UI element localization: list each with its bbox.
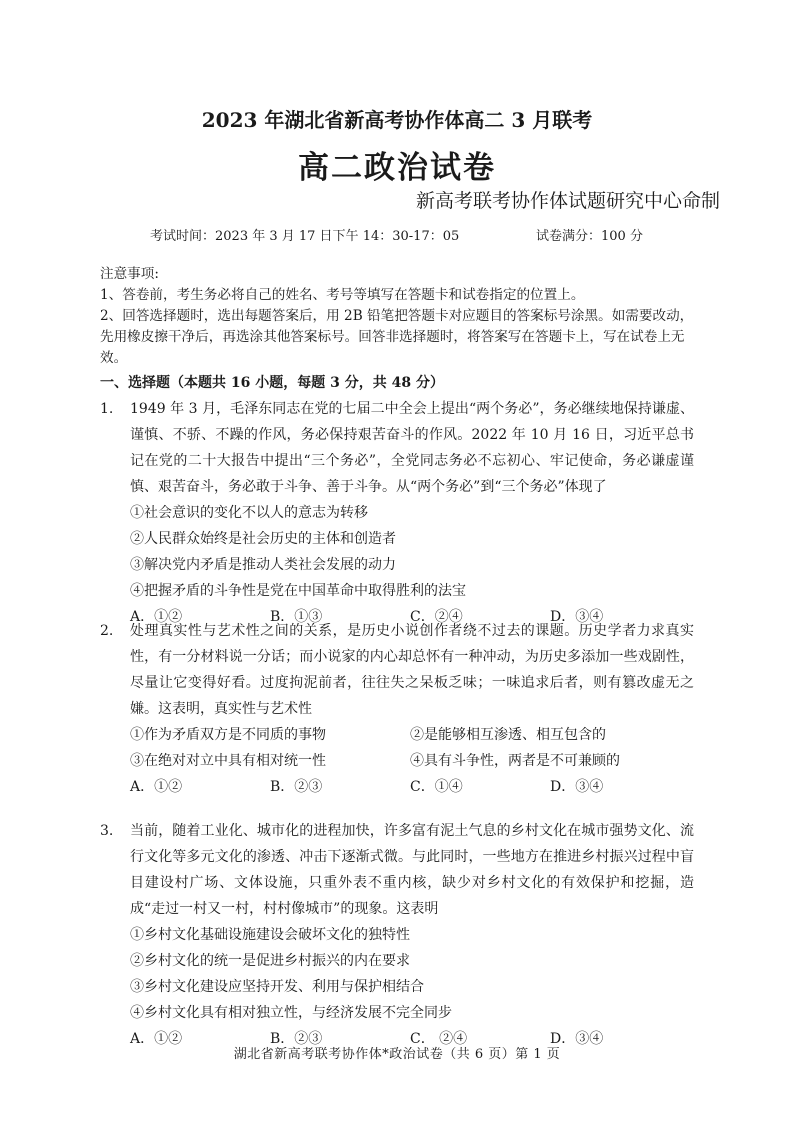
question-stem: 当前，随着工业化、城市化的进程加快，许多富有泥土气息的乡村文化在城市强势文化、流行文化等多元文化的渗透、冲击下逐渐式微。与此同时，一些地方在推进乡村振兴过程中盲目建设村广场、文体设施，只重外表不重内核，缺少对乡村文化的有效保护和挖掘，造成“走过一村又一村，村村像城市”的现象。这表明	[130, 823, 694, 917]
choice-d: D．③④	[550, 1031, 604, 1047]
question-stem: 处理真实性与艺术性之间的关系，是历史小说创作者绕不过去的课题。历史学者力求真实性，有一分材料说一分话；而小说家的内心却总怀有一种冲动，为历史多添加一些戏剧性，尽量让它变得好看。过度拘泥前者，往往失之呆板乏味；一味追求后者，则有篡改虚无之嫌。这表明，真实性与艺术性	[130, 623, 694, 717]
question-option: ①乡村文化基础设施建设会破坏文化的独特性	[130, 927, 410, 943]
question-option: ④乡村文化具有相对独立性，与经济发展不完全同步	[130, 1005, 452, 1021]
notice-block	[100, 264, 700, 369]
choice-b: B．①③	[270, 609, 323, 625]
question-number: 2.	[100, 623, 114, 639]
question-stem: 1949 年 3 月，毛泽东同志在党的七届二中全会上提出“两个务必”，务必继续地保持谦虚、谨慎、不骄、不躁的作风，务必保持艰苦奋斗的作风。2022 年 10 月 16 日，习近平总书记在党的二十大报告中提出“三个务必”，全党同志务必不忘初心、牢记使命，务必谦虚谨慎、艰苦奋斗，务必敢于斗争、善于斗争。从“两个务必”到“三个务必”体现了	[130, 401, 694, 495]
question-option: ①社会意识的变化不以人的意志为转移	[130, 505, 368, 521]
question-option: ③在绝对对立中具有相对统一性	[130, 753, 326, 769]
question-option: ①作为矛盾双方是不同质的事物	[130, 727, 326, 743]
question-3	[100, 818, 694, 1052]
page-footer: 湖北省新高考联考协作体*政治试卷（共 6 页）第 1 页	[233, 1047, 561, 1062]
choice-d: D．③④	[550, 779, 604, 795]
choice-d: D．③④	[550, 609, 604, 625]
option-row	[130, 722, 694, 748]
exam-title: 2023 年湖北省新高考协作体高二 3 月联考	[201, 108, 593, 132]
choice-b: B．②③	[270, 1031, 323, 1047]
notice-item: 1、答卷前，考生务必将自己的姓名、考号等填写在答题卡和试卷指定的位置上。	[100, 287, 585, 303]
question-option: ②乡村文化的统一是促进乡村振兴的内在要求	[130, 953, 410, 969]
question-option: ②是能够相互渗透、相互包含的	[410, 727, 606, 743]
section-title: 一、选择题（本题共 16 小题，每题 3 分，共 48 分）	[100, 375, 444, 391]
question-option: ④具有斗争性，两者是不可兼顾的	[410, 753, 620, 769]
option-row	[130, 748, 694, 774]
question-2	[100, 618, 694, 800]
notice-item: 2、回答选择题时，选出每题答案后，用 2B 铅笔把答题卡对应题目的答案标号涂黑。如需要改动，先用橡皮擦干净后，再选涂其他答案标号。回答非选择题时，将答案写在答题卡上，写在试卷上无效。	[100, 308, 694, 366]
page-title: 高二政治试卷	[298, 150, 496, 186]
exam-time: 考试时间：2023 年 3 月 17 日下午 14：30-17：05	[150, 229, 460, 244]
question-number: 1.	[100, 401, 114, 417]
question-1	[100, 396, 694, 630]
question-number: 3.	[100, 823, 114, 839]
choice-c: C．①④	[410, 779, 463, 795]
answer-choices	[130, 774, 694, 800]
question-option: ③乡村文化建设应坚持开发、利用与保护相结合	[130, 979, 424, 995]
choice-a: A．①②	[130, 609, 183, 625]
full-score: 试卷满分：100 分	[536, 229, 643, 244]
choice-b: B．②③	[270, 779, 323, 795]
issuer-line: 新高考联考协作体试题研究中心命制	[415, 190, 720, 212]
choice-a: A．①②	[130, 1031, 183, 1047]
notice-title: 注意事项:	[100, 266, 159, 282]
choice-c: C． ②④	[410, 1031, 468, 1047]
question-option: ②人民群众始终是社会历史的主体和创造者	[130, 531, 396, 547]
choice-a: A．①②	[130, 779, 183, 795]
question-option: ③解决党内矛盾是推动人类社会发展的动力	[130, 557, 396, 573]
choice-c: C．②④	[410, 609, 463, 625]
question-option: ④把握矛盾的斗争性是党在中国革命中取得胜利的法宝	[130, 583, 466, 599]
